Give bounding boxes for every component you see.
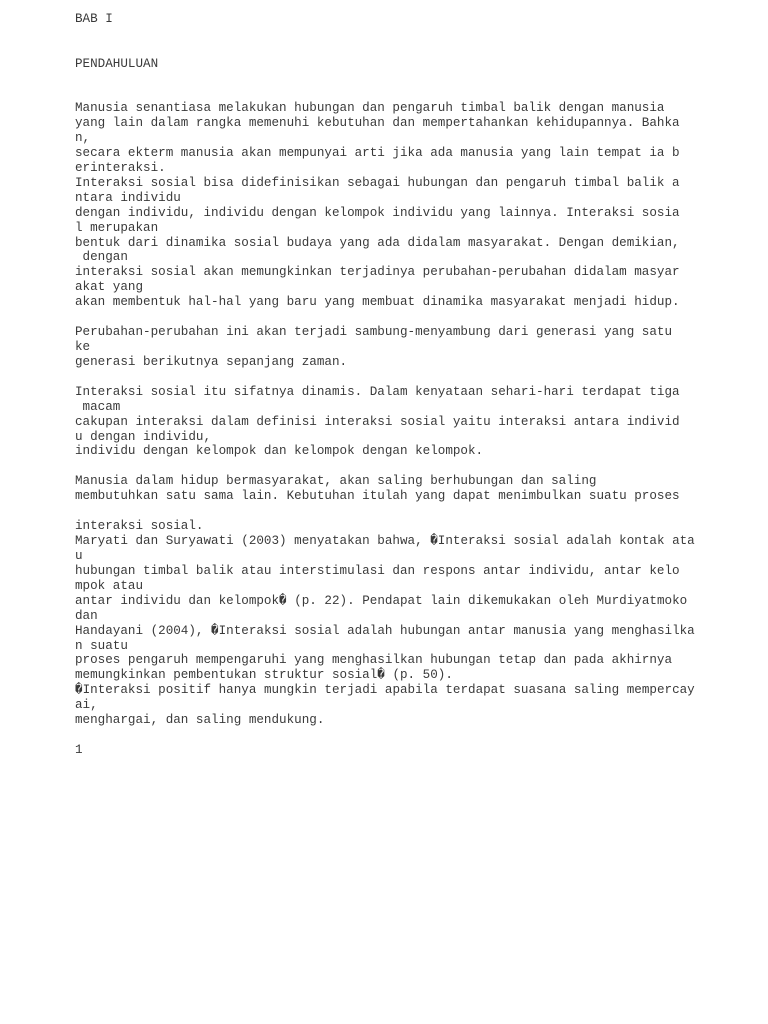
text-line: n, [75, 131, 91, 145]
text-line: hubungan timbal balik atau interstimulasi dan respons antar individu, antar kelo [75, 564, 680, 578]
text-line: ntara individu [75, 191, 181, 205]
text-line: mpok atau [75, 579, 144, 593]
text-line: dengan [75, 250, 128, 264]
text-line: macam [75, 400, 121, 414]
text-line: proses pengaruh mempengaruhi yang menghasilkan hubungan tetap dan pada akhirnya [75, 653, 673, 667]
text-line: l merupakan [75, 221, 159, 235]
text-line: menghargai, dan saling mendukung. [75, 713, 325, 727]
text-line: u [75, 549, 83, 563]
text-line: memungkinkan pembentukan struktur sosial� (p. 50). [75, 668, 453, 682]
text-line: generasi berikutnya sepanjang zaman. [75, 355, 348, 369]
text-line: akat yang [75, 280, 144, 294]
text-line: u dengan individu, [75, 430, 212, 444]
text-line: secara ekterm manusia akan mempunyai arti jika ada manusia yang lain tempat ia b [75, 146, 680, 160]
chapter-heading: BAB I [75, 12, 113, 26]
text-line: n suatu [75, 639, 128, 653]
text-line: Interaksi sosial itu sifatnya dinamis. Dalam kenyataan sehari-hari terdapat tiga [75, 385, 680, 399]
text-line: antar individu dan kelompok� (p. 22). Pendapat lain dikemukakan oleh Murdiyatmoko [75, 594, 688, 608]
text-line: ai, [75, 698, 98, 712]
text-line: cakupan interaksi dalam definisi interaksi sosial yaitu interaksi antara individ [75, 415, 680, 429]
text-line: bentuk dari dinamika sosial budaya yang ada didalam masyarakat. Dengan demikian, [75, 236, 680, 250]
text-line: membutuhkan satu sama lain. Kebutuhan itulah yang dapat menimbulkan suatu proses [75, 489, 680, 503]
text-line: Manusia dalam hidup bermasyarakat, akan saling berhubungan dan saling [75, 474, 597, 488]
text-line: dengan individu, individu dengan kelompok individu yang lainnya. Interaksi sosia [75, 206, 680, 220]
text-line: erinteraksi. [75, 161, 166, 175]
text-line: Maryati dan Suryawati (2003) menyatakan bahwa, �Interaksi sosial adalah kontak ata [75, 534, 695, 548]
text-line: interaksi sosial. [75, 519, 204, 533]
text-line: Perubahan-perubahan ini akan terjadi sambung-menyambung dari generasi yang satu [75, 325, 673, 339]
text-line: dan [75, 609, 98, 623]
text-line: ke [75, 340, 91, 354]
text-line: interaksi sosial akan memungkinkan terjadinya perubahan-perubahan didalam masyar [75, 265, 680, 279]
text-line: individu dengan kelompok dan kelompok dengan kelompok. [75, 444, 484, 458]
text-line: akan membentuk hal-hal yang baru yang membuat dinamika masyarakat menjadi hidup. [75, 295, 680, 309]
text-line: Manusia senantiasa melakukan hubungan dan pengaruh timbal balik dengan manusia [75, 101, 665, 115]
text-line: Handayani (2004), �Interaksi sosial adalah hubungan antar manusia yang menghasilka [75, 624, 695, 638]
text-line: Interaksi sosial bisa didefinisikan sebagai hubungan dan pengaruh timbal balik a [75, 176, 680, 190]
page-number: 1 [75, 743, 83, 757]
text-line: yang lain dalam rangka memenuhi kebutuhan dan mempertahankan kehidupannya. Bahka [75, 116, 680, 130]
text-line: �Interaksi positif hanya mungkin terjadi apabila terdapat suasana saling mempercay [75, 683, 695, 697]
section-title: PENDAHULUAN [75, 57, 159, 71]
